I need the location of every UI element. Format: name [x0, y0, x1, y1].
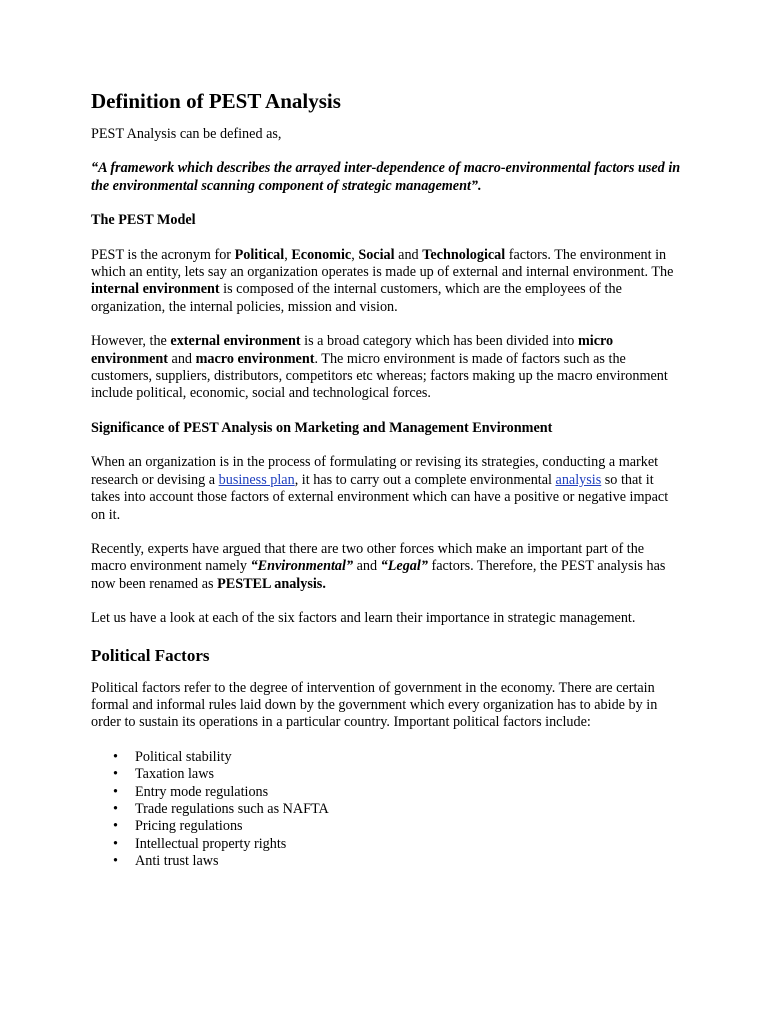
text-run: ,: [351, 246, 359, 263]
list-item: • Political stability: [91, 749, 681, 766]
social-term: Social: [358, 246, 395, 263]
economic-term: Economic: [291, 246, 352, 263]
text-run: so that it takes into account those factors of external environment which can have a positive or negative impact on it.: [91, 471, 669, 523]
text-run: ,: [284, 246, 292, 263]
text-run: factors. The environment in which an entity, lets say an organization operates is made up of external and internal environment. The: [91, 246, 674, 281]
text-run: However, the: [91, 333, 171, 350]
text-run: , it has to carry out a complete environmental: [294, 471, 556, 488]
text-run: . The micro environment is made of factors such as the customers, suppliers, distributors, competitors etc whereas; factors making up the macro environment include political, economic, social and technological forces.: [91, 350, 668, 402]
list-item: • Entry mode regulations: [91, 784, 681, 801]
technological-term: Technological: [422, 246, 506, 263]
list-item: • Pricing regulations: [91, 818, 681, 835]
text-run: is a broad category which has been divided into: [300, 333, 578, 350]
external-environment-term: external environment: [170, 333, 301, 350]
legal-term: “Legal”: [380, 558, 428, 575]
list-item: • Intellectual property rights: [91, 836, 681, 853]
political-term: Political: [234, 246, 285, 263]
political-factors-heading: Political Factors: [91, 645, 210, 665]
significance-paragraph: [91, 454, 681, 524]
six-factors-paragraph: Let us have a look at each of the six factors and learn their importance in strategic management.: [91, 610, 636, 627]
business-plan-link[interactable]: business plan: [218, 471, 295, 488]
pest-model-heading: The PEST Model: [91, 212, 196, 229]
political-factors-paragraph: Political factors refer to the degree of intervention of government in the economy. There are certain formal and informal rules laid down by the government which every organization has to abide by in order to sustain its operations in a particular country. Important political factors include:: [91, 679, 658, 731]
pestel-paragraph: [91, 541, 681, 593]
text-run: and: [394, 246, 423, 263]
internal-environment-term: internal environment: [91, 281, 220, 298]
text-run: and: [353, 558, 381, 575]
list-item: • Taxation laws: [91, 766, 681, 783]
text-run: factors. Therefore, the PEST analysis has now been renamed as: [91, 558, 666, 592]
text-run: Recently, experts have argued that there are two other forces which make an important part of the macro environment namely: [91, 540, 645, 575]
micro-environment-term: micro environment: [91, 333, 614, 367]
environmental-term: “Environmental”: [250, 558, 354, 575]
external-environment-paragraph: [91, 333, 681, 403]
intro-paragraph: PEST Analysis can be defined as,: [91, 126, 282, 142]
text-run: When an organization is in the process of formulating or revising its strategies, conducting a market research or devising a: [91, 454, 659, 488]
significance-heading: Significance of PEST Analysis on Marketing and Management Environment: [91, 419, 553, 436]
text-run: PEST is the acronym for: [91, 246, 235, 263]
list-item: • Trade regulations such as NAFTA: [91, 801, 681, 818]
text-run: is composed of the internal customers, which are the employees of the organization, the internal policies, mission and vision.: [91, 281, 622, 315]
pestel-term: PESTEL analysis.: [217, 575, 326, 592]
page-title: Definition of PEST Analysis: [91, 89, 341, 113]
macro-environment-term: macro environment: [195, 350, 315, 367]
pest-acronym-paragraph: [91, 247, 681, 317]
definition-quote: “A framework which describes the arrayed inter-dependence of macro-environmental factors used in the environmental scanning component of strategic management”.: [91, 160, 681, 194]
list-item: • Anti trust laws: [91, 853, 681, 870]
text-run: and: [167, 350, 196, 367]
document-page: [91, 88, 681, 871]
analysis-link[interactable]: analysis: [555, 471, 602, 488]
political-factors-list: [91, 749, 681, 871]
